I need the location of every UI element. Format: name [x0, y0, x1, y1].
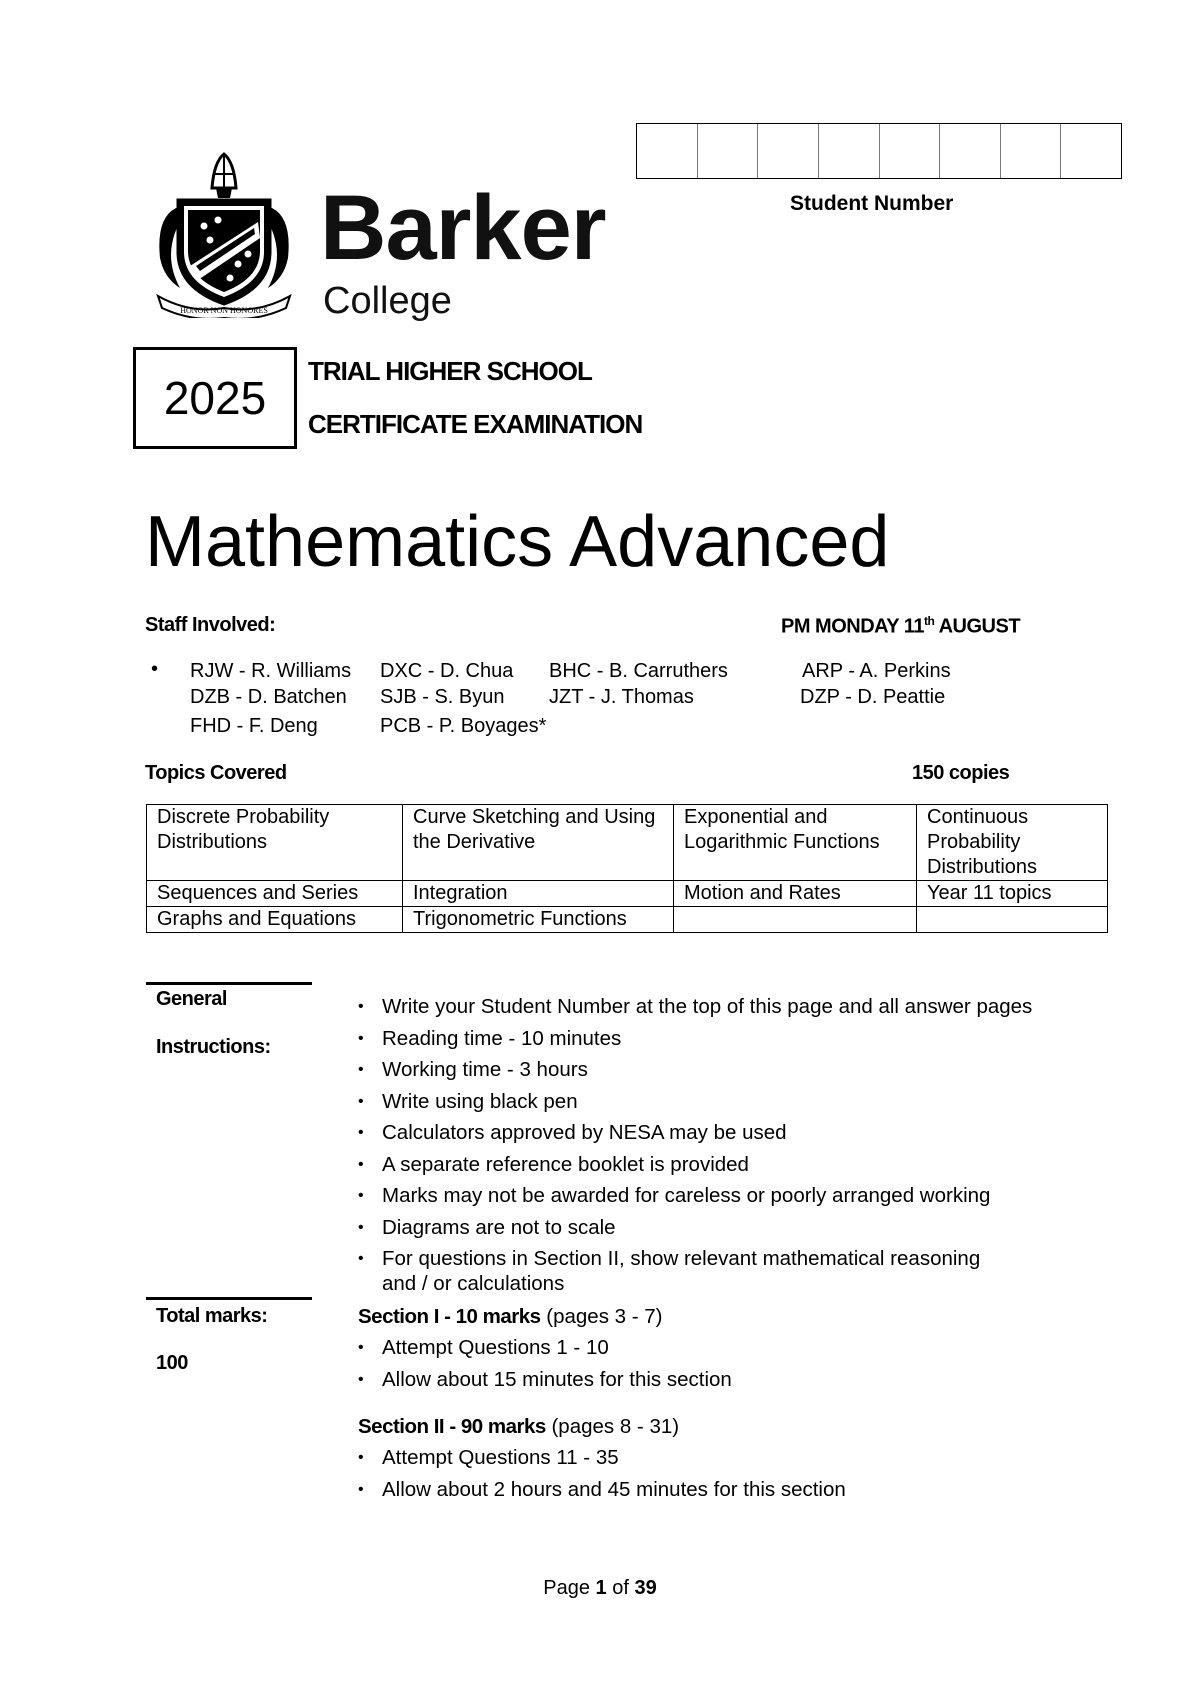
staff-bullet-icon: • [151, 658, 159, 680]
topic-cell: Integration [403, 881, 674, 907]
topic-cell: Trigonometric Functions [403, 907, 674, 933]
topics-label: Topics Covered [145, 762, 287, 784]
staff-member: PCB - P. Boyages* [380, 715, 547, 737]
staff-member: ARP - A. Perkins [802, 660, 951, 682]
list-item: • Working time - 3 hours [358, 1054, 1032, 1086]
list-item: • Allow about 15 minutes for this section [358, 1364, 732, 1396]
topic-cell [917, 907, 1108, 933]
student-number-digit-box[interactable] [880, 124, 941, 178]
student-number-digit-box[interactable] [1001, 124, 1062, 178]
total-marks-value: 100 [156, 1352, 188, 1374]
topic-cell: Discrete Probability Distributions [147, 805, 403, 881]
crest-motto: HONOR NON HONORES [180, 306, 268, 315]
exam-year: 2025 [133, 347, 297, 449]
list-item: • Reading time - 10 minutes [358, 1023, 1032, 1055]
student-number-boxes[interactable] [636, 123, 1122, 179]
topic-cell: Year 11 topics [917, 881, 1108, 907]
school-name: Barker [320, 177, 606, 279]
topics-table [146, 804, 1108, 933]
list-item: • Calculators approved by NESA may be used [358, 1117, 1032, 1149]
staff-member: FHD - F. Deng [190, 715, 318, 737]
school-subtitle: College [323, 280, 452, 322]
staff-member: SJB - S. Byun [380, 686, 505, 708]
general-instructions-label: Instructions: [156, 1036, 271, 1058]
exam-date: PM MONDAY 11th AUGUST [781, 614, 1021, 638]
exam-title-line2: CERTIFICATE EXAMINATION [308, 409, 643, 439]
topic-cell [674, 907, 917, 933]
student-number-digit-box[interactable] [819, 124, 880, 178]
total-marks-label: Total marks: [156, 1305, 268, 1327]
topic-cell: Graphs and Equations [147, 907, 403, 933]
list-item: • A separate reference booklet is provided [358, 1149, 1032, 1181]
section-2-list [358, 1442, 846, 1505]
page-number: Page 1 of 39 [543, 1577, 657, 1599]
table-row [147, 805, 1108, 881]
student-number-digit-box[interactable] [940, 124, 1001, 178]
list-item: • Allow about 2 hours and 45 minutes for this section [358, 1474, 846, 1506]
section-2-heading: Section II - 90 marks (pages 8 - 31) [358, 1415, 680, 1438]
list-item: • Write your Student Number at the top of this page and all answer pages [358, 991, 1032, 1023]
topic-cell: Sequences and Series [147, 881, 403, 907]
list-item: • For questions in Section II, show relevant mathematical reasoning and / or calculations [358, 1243, 1032, 1296]
section-1-list [358, 1332, 732, 1395]
staff-member: BHC - B. Carruthers [549, 660, 728, 682]
list-item: • Diagrams are not to scale [358, 1212, 1032, 1244]
staff-label: Staff Involved: [145, 614, 276, 636]
topic-cell: Curve Sketching and Using the Derivative [403, 805, 674, 881]
list-item: • Attempt Questions 1 - 10 [358, 1332, 732, 1364]
staff-member: JZT - J. Thomas [549, 686, 694, 708]
student-number-digit-box[interactable] [758, 124, 819, 178]
topic-cell: Continuous Probability Distributions [917, 805, 1108, 881]
list-item: • Write using black pen [358, 1086, 1032, 1118]
subject-title: Mathematics Advanced [145, 502, 890, 582]
student-number-digit-box[interactable] [698, 124, 759, 178]
list-item: • Marks may not be awarded for careless or poorly arranged working [358, 1180, 1032, 1212]
divider [146, 982, 312, 985]
student-number-digit-box[interactable] [1061, 124, 1121, 178]
student-number-label: Student Number [790, 192, 954, 215]
topic-cell: Motion and Rates [674, 881, 917, 907]
divider [146, 1297, 312, 1300]
general-instructions-label: General [156, 988, 227, 1010]
staff-member: RJW - R. Williams [190, 660, 352, 682]
instructions-list [358, 991, 1032, 1296]
exam-title-line1: TRIAL HIGHER SCHOOL [308, 356, 592, 386]
table-row [147, 881, 1108, 907]
list-item: • Attempt Questions 11 - 35 [358, 1442, 846, 1474]
staff-member: DZP - D. Peattie [800, 686, 946, 708]
section-1-heading: Section I - 10 marks (pages 3 - 7) [358, 1305, 663, 1328]
school-crest-icon [150, 148, 298, 318]
student-number-digit-box[interactable] [637, 124, 698, 178]
copies-count: 150 copies [912, 762, 1010, 784]
staff-member: DXC - D. Chua [380, 660, 514, 682]
staff-member: DZB - D. Batchen [190, 686, 347, 708]
table-row [147, 907, 1108, 933]
topic-cell: Exponential and Logarithmic Functions [674, 805, 917, 881]
